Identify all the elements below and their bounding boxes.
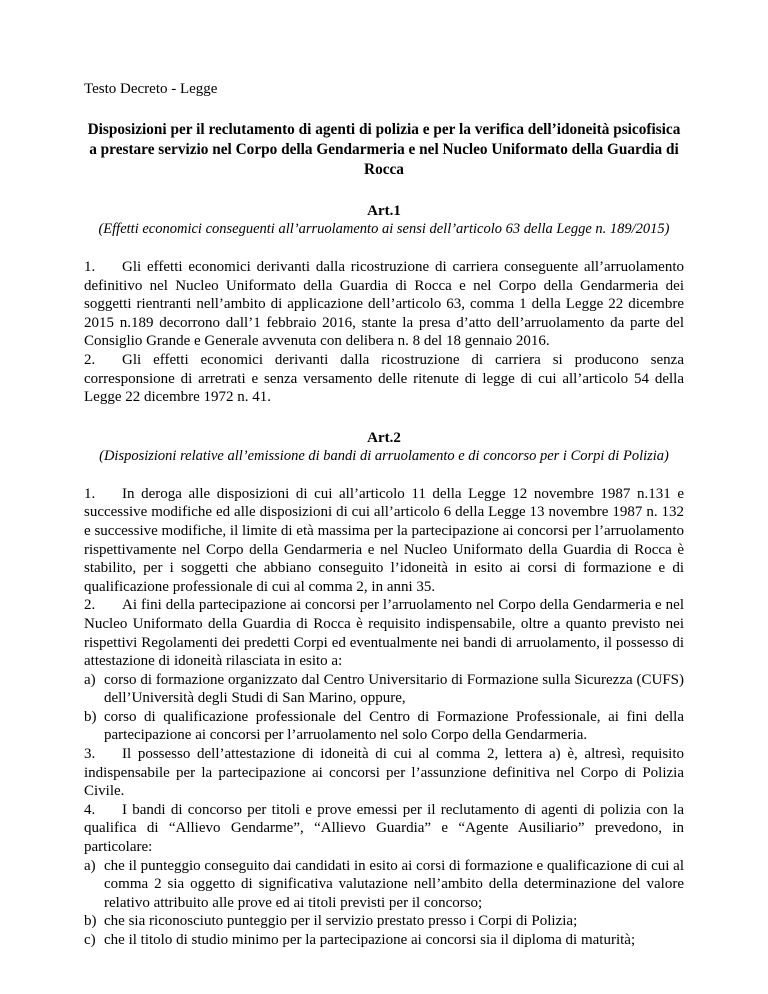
list-item xyxy=(84,931,684,950)
list-item-text: che il punteggio conseguito dai candidati in esito ai corsi di formazione e qualificazione di cui al comma 2 sia oggetto di significativa valutazione nell’ambito della determinazione del valore relativo attribuito alle prove ed ai titoli previsti per il concorso; xyxy=(104,857,684,911)
paragraph-number: 2. xyxy=(84,351,96,368)
list-item-letter: c) xyxy=(84,932,96,948)
article-2-paragraph-4 xyxy=(84,801,684,857)
article-2-paragraph-1 xyxy=(84,485,684,597)
article-2 xyxy=(84,429,684,950)
list-item-text: che il titolo di studio minimo per la partecipazione ai concorsi sia il diploma di maturità; xyxy=(104,932,636,948)
list-item-text: che sia riconosciuto punteggio per il servizio prestato presso i Corpi di Polizia; xyxy=(104,913,578,930)
article-1-paragraph-1 xyxy=(84,258,684,351)
paragraph-number: 4. xyxy=(84,801,96,818)
article-1 xyxy=(84,202,684,407)
list-item xyxy=(84,912,684,931)
list-item-letter: a) xyxy=(84,857,96,874)
list-item-letter: b) xyxy=(84,913,97,930)
article-2-subtitle: (Disposizioni relative all’emissione di bandi di arruolamento e di concorso per i Corpi di Polizia) xyxy=(99,447,669,464)
document-title: Disposizioni per il reclutamento di agenti di polizia e per la verifica dell’idoneità psicofisica a prestare servizio nel Corpo della Gendarmeria e nel Nucleo Uniformato della Guardia di Rocca xyxy=(87,121,681,178)
paragraph-number: 1. xyxy=(84,259,96,275)
list-item xyxy=(84,708,684,745)
list-item xyxy=(84,671,684,708)
paragraph-text: Ai fini della partecipazione ai concorsi per l’arruolamento nel Corpo della Gendarmeria e nel Nucleo Uniformato della Guardia di Rocca è requisito indispensabile, oltre a quanto previsto nei rispettivi Regolamenti dei predetti Corpi ed eventualmente nei bandi di arruolamento, il possesso di attestazione di idoneità rilasciata in esito a: xyxy=(84,597,684,670)
paragraph-text: Gli effetti economici derivanti dalla ricostruzione di carriera si producono senza corresponsione di arretrati e senza versamento delle ritenute di legge di cui all’articolo 54 della Legge 22 dicembre 1972 n. 41. xyxy=(84,351,684,406)
document-type-label: Testo Decreto - Legge xyxy=(84,81,218,97)
list-item-text: corso di qualificazione professionale del Centro di Formazione Professionale, ai fini della partecipazione ai concorsi per l’arruolamento nel solo Corpo della Gendarmeria. xyxy=(104,708,684,744)
article-1-paragraph-2 xyxy=(84,351,684,407)
article-1-heading: Art.1 xyxy=(367,203,401,219)
article-2-paragraph-3 xyxy=(84,745,684,801)
article-2-heading: Art.2 xyxy=(367,429,401,446)
paragraph-number: 1. xyxy=(84,485,96,502)
paragraph-number: 2. xyxy=(84,597,96,614)
list-item-text: corso di formazione organizzato dal Centro Universitario di Formazione sulla Sicurezza (CUFS) dell’Università degli Studi di San Marino, oppure, xyxy=(104,671,684,707)
list-item-letter: a) xyxy=(84,671,96,688)
paragraph-text: Gli effetti economici derivanti dalla ricostruzione di carriera conseguente all’arruolamento definitivo nel Nucleo Uniformato della Guardia di Rocca e nel Corpo della Gendarmeria dei soggetti rientranti nell’ambito di applicazione dell’articolo 63, comma 1 della Legge 22 dicembre 2015 n.189 decorrono dall’1 febbraio 2016, stante la presa d’atto dell’arruolamento da parte del Consiglio Grande e Generale avvenuta con delibera n. 8 del 18 gennaio 2016. xyxy=(84,259,684,350)
paragraph-number: 3. xyxy=(84,746,96,763)
paragraph-text: In deroga alle disposizioni di cui all’articolo 11 della Legge 12 novembre 1987 n.131 e successive modifiche ed alle disposizioni di cui all’articolo 6 della Legge 13 novembre 1987 n. 132 e successive modifiche, il limite di età massima per la partecipazione ai concorsi per l’arruolamento rispettivamente nel Corpo della Gendarmeria e nel Nucleo Uniformato della Guardia di Rocca è stabilito, per i soggetti che abbiano conseguito l’idoneità in esito ai corsi di formazione e di qualificazione professionale di cui al comma 2, in anni 35. xyxy=(84,485,684,595)
article-2-paragraph-2 xyxy=(84,596,684,670)
paragraph-text: Il possesso dell’attestazione di idoneità di cui al comma 2, lettera a) è, altresì, requisito indispensabile per la partecipazione ai concorsi per l’assunzione definitiva nel Corpo di Polizia Civile. xyxy=(84,746,684,800)
list-item-letter: b) xyxy=(84,708,97,725)
article-1-subtitle: (Effetti economici conseguenti all’arruolamento ai sensi dell’articolo 63 della Legge n. 189/2015) xyxy=(98,221,670,237)
paragraph-text: I bandi di concorso per titoli e prove emessi per il reclutamento di agenti di polizia con la qualifica di “Allievo Gendarme”, “Allievo Guardia” e “Agente Ausiliario” prevedono, in particolare: xyxy=(84,801,684,856)
list-item xyxy=(84,857,684,913)
